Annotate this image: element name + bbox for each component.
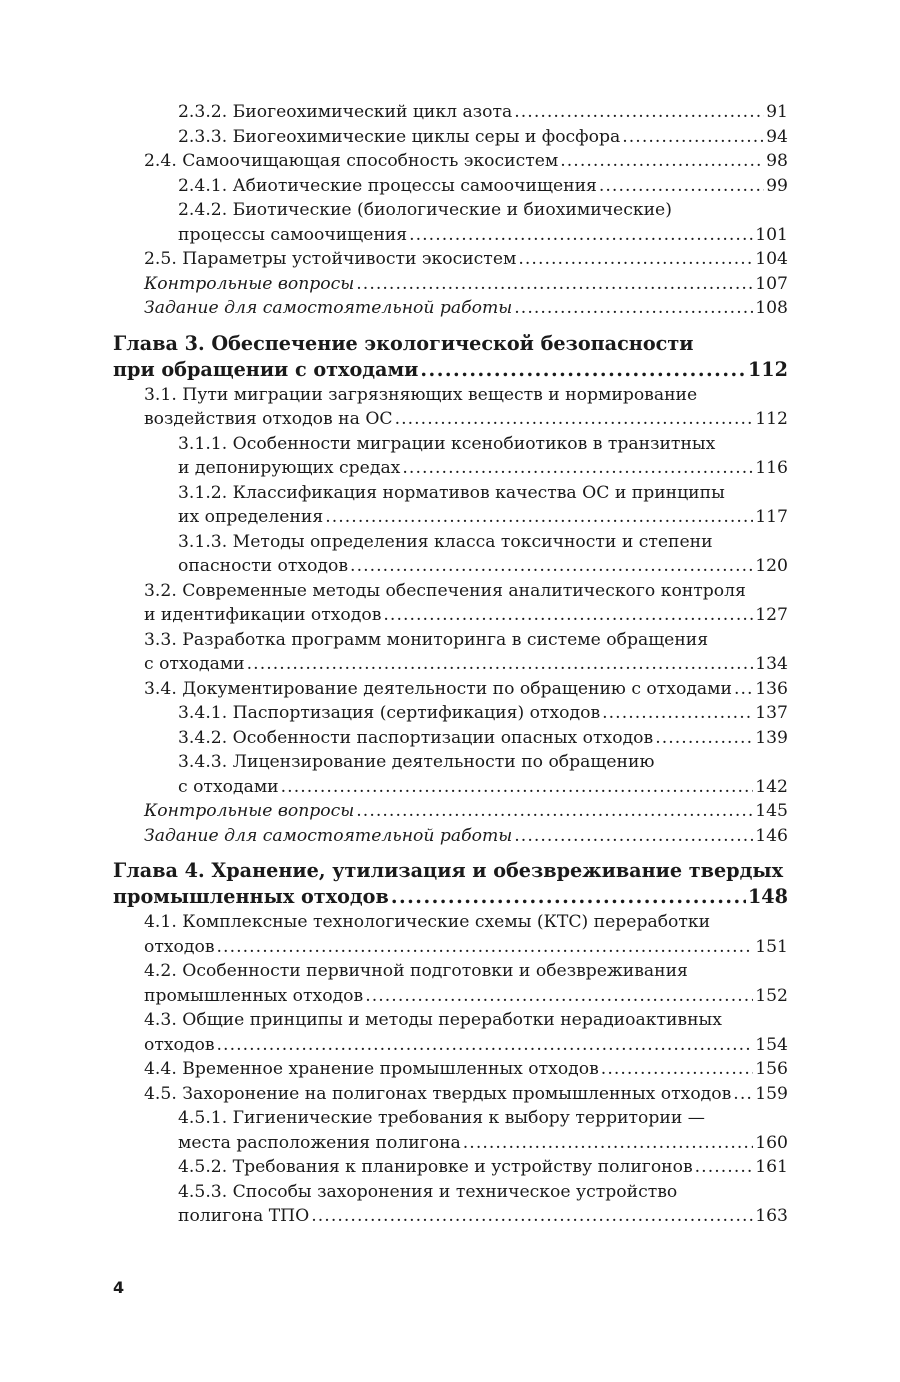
toc-entry-leader-row <box>144 799 788 824</box>
toc-entry-line: 3.3. Разработка программ мониторинга в системе обращения <box>144 629 709 650</box>
dot-leader <box>217 1033 754 1058</box>
toc-entry <box>113 198 788 247</box>
toc-entry-leader-row <box>178 1155 788 1180</box>
toc-page-number: 108 <box>755 298 788 318</box>
toc-entry-title: полигона ТПО <box>178 1206 310 1226</box>
dot-leader <box>514 100 764 125</box>
dot-leader <box>599 174 764 199</box>
toc-page-number: 112 <box>747 357 788 381</box>
toc-entry-line: 3.4.3. Лицензирование деятельности по обращению <box>178 752 655 772</box>
toc-entry-leader-row <box>144 652 788 677</box>
toc-entry-leader-row <box>144 603 788 628</box>
dot-leader <box>514 824 753 849</box>
toc-entry-line: 4.5.3. Способы захоронения и техническое устройство <box>178 1181 678 1202</box>
dot-leader <box>217 935 754 960</box>
toc-entry-title: промышленных отходов <box>144 985 364 1006</box>
toc-page-number: 152 <box>755 985 788 1006</box>
dot-leader <box>514 296 753 321</box>
dot-leader <box>325 505 753 530</box>
toc-entry-title: с отходами <box>178 776 279 797</box>
toc-entry-title: 2.4. Самоочищающая способность экосистем <box>144 151 559 171</box>
toc-entry-title: Задание для самостоятельной работы <box>144 825 513 846</box>
toc-entry <box>113 432 788 481</box>
toc-page-number: 151 <box>755 936 788 957</box>
dot-leader <box>560 149 764 174</box>
toc-entry-title: 4.5.2. Требования к планировке и устройству полигонов <box>178 1157 693 1177</box>
toc-chapter <box>113 331 788 383</box>
toc-entry-title: промышленных отходов <box>113 885 389 908</box>
dot-leader <box>601 1057 753 1082</box>
toc-entry <box>113 726 788 751</box>
toc-entry <box>113 677 788 702</box>
toc-page-number: 101 <box>755 224 788 245</box>
toc-entry-leader-row <box>144 824 788 849</box>
dot-leader <box>311 1204 753 1229</box>
toc-entry-leader-row <box>144 296 788 321</box>
toc-entry-title: с отходами <box>144 654 245 674</box>
toc-entry-title: 4.5. Захоронение на полигонах твердых промышленных отходов <box>144 1083 732 1104</box>
dot-leader <box>602 701 753 726</box>
toc-entry <box>113 701 788 726</box>
dot-leader <box>409 223 753 248</box>
toc-entry-title: Контрольные вопросы <box>144 801 355 821</box>
dot-leader <box>383 603 753 628</box>
toc-entry-line: 2.4.2. Биотические (биологические и биохимические) <box>178 200 672 220</box>
toc-entry-line: 3.2. Современные методы обеспечения аналитического контроля <box>144 580 746 601</box>
toc-entry-leader-row <box>178 554 788 579</box>
toc-entry-leader-row <box>144 677 788 702</box>
toc-entry <box>113 383 788 432</box>
toc-entry-title: при обращении с отходами <box>113 357 419 381</box>
toc-entry-leader-row <box>144 984 788 1009</box>
toc-entry-line: 3.1. Пути миграции загрязняющих веществ и нормирование <box>144 384 698 405</box>
toc-entry <box>113 1057 788 1082</box>
toc-entry-leader-row <box>178 174 788 199</box>
toc-entry-leader-row <box>178 100 788 125</box>
toc-entry-title: 2.5. Параметры устойчивости экосистем <box>144 249 517 269</box>
dot-leader <box>395 407 754 432</box>
toc-entry-title: Контрольные вопросы <box>144 273 355 294</box>
toc-entry-title: 4.4. Временное хранение промышленных отходов <box>144 1059 599 1079</box>
toc-entry <box>113 1008 788 1057</box>
toc-entry-line: 4.2. Особенности первичной подготовки и обезвреживания <box>144 961 688 981</box>
toc-entry-title: 3.4.1. Паспортизация (сертификация) отходов <box>178 703 601 723</box>
toc-page-number: 148 <box>747 885 788 908</box>
toc-page-number: 98 <box>766 151 788 171</box>
toc-page-number: 156 <box>755 1059 788 1079</box>
toc-entry-leader-row <box>178 1131 788 1156</box>
toc-entry <box>113 530 788 579</box>
dot-leader <box>733 1082 753 1107</box>
toc-entry-leader-row <box>178 1204 788 1229</box>
toc-entry-title: и депонирующих средах <box>178 458 401 478</box>
toc-entry-line: 4.5.1. Гигиенические требования к выбору территории — <box>178 1108 705 1128</box>
dot-leader <box>420 357 746 383</box>
toc-chapter <box>113 858 788 910</box>
toc-page-number: 159 <box>755 1083 788 1104</box>
toc-entry-line: 3.1.2. Классификация нормативов качества ОС и принципы <box>178 482 725 503</box>
toc-entry <box>113 750 788 799</box>
toc-entry-title: их определения <box>178 507 324 527</box>
toc-page-number: 112 <box>755 409 788 429</box>
toc-page-number: 91 <box>766 102 788 122</box>
toc-entry <box>113 1106 788 1155</box>
toc-entry <box>113 174 788 199</box>
dot-leader <box>655 726 753 751</box>
toc-entry-line: 3.1.1. Особенности миграции ксенобиотиков в транзитных <box>178 433 716 454</box>
dot-leader <box>247 652 754 677</box>
toc-page-number: 154 <box>755 1034 788 1055</box>
dot-leader <box>356 272 753 297</box>
toc-entry-leader-row <box>178 701 788 726</box>
toc-entry-leader-row <box>144 935 788 960</box>
toc-entry-line: 3.1.3. Методы определения класса токсичности и степени <box>178 531 713 552</box>
toc-entry-leader-row <box>178 223 788 248</box>
toc-page-number: 94 <box>766 126 788 147</box>
toc-entry <box>113 628 788 677</box>
toc-entry-leader-row <box>144 272 788 297</box>
toc-entry <box>113 799 788 824</box>
dot-leader <box>695 1155 754 1180</box>
toc-entry-leader-row <box>178 775 788 800</box>
dot-leader <box>734 677 753 702</box>
toc-entry <box>113 1082 788 1107</box>
dot-leader <box>622 125 764 150</box>
toc-entry <box>113 1180 788 1229</box>
toc-page-number: 99 <box>766 175 788 196</box>
toc-page-number: 134 <box>755 654 788 674</box>
toc-entry <box>113 910 788 959</box>
toc-entry-leader-row <box>144 1057 788 1082</box>
toc-entry-leader-row <box>144 149 788 174</box>
toc-entry <box>113 579 788 628</box>
page-number: 4 <box>113 1278 125 1297</box>
toc-entry-title: процессы самоочищения <box>178 224 408 245</box>
toc-entry <box>113 481 788 530</box>
table-of-contents <box>113 100 788 1229</box>
toc-entry <box>113 149 788 174</box>
toc-entry-title: воздействия отходов на ОС <box>144 409 393 429</box>
dot-leader <box>356 799 753 824</box>
toc-page-number: 117 <box>755 507 788 527</box>
dot-leader <box>518 247 753 272</box>
toc-entry-leader-row <box>113 884 788 910</box>
toc-entry-leader-row <box>144 407 788 432</box>
toc-entry-title: Задание для самостоятельной работы <box>144 298 513 318</box>
toc-page-number: 163 <box>755 1206 788 1226</box>
toc-entry-title: 2.3.3. Биогеохимические циклы серы и фосфора <box>178 126 621 147</box>
toc-entry <box>113 272 788 297</box>
dot-leader <box>350 554 753 579</box>
toc-entry <box>113 125 788 150</box>
toc-entry-leader-row <box>144 1033 788 1058</box>
toc-entry-title: отходов <box>144 936 215 957</box>
toc-entry-title: 2.3.2. Биогеохимический цикл азота <box>178 102 513 122</box>
toc-entry-title: места расположения полигона <box>178 1132 461 1153</box>
toc-page-number: 137 <box>755 703 788 723</box>
toc-entry-title: 3.4.2. Особенности паспортизации опасных отходов <box>178 727 654 748</box>
dot-leader <box>402 456 753 481</box>
toc-entry-leader-row <box>144 247 788 272</box>
toc-page-number: 136 <box>755 678 788 699</box>
toc-page-number: 127 <box>755 605 788 625</box>
dot-leader <box>463 1131 753 1156</box>
toc-page-number: 160 <box>755 1132 788 1153</box>
toc-entry-leader-row <box>178 456 788 481</box>
toc-entry-line: Глава 3. Обеспечение экологической безопасности <box>113 331 694 355</box>
toc-entry-title: отходов <box>144 1034 215 1055</box>
toc-page-number: 104 <box>755 249 788 269</box>
toc-entry <box>113 824 788 849</box>
toc-entry-leader-row <box>178 505 788 530</box>
toc-entry-title: 2.4.1. Абиотические процессы самоочищения <box>178 175 597 196</box>
toc-page-number: 116 <box>755 458 788 478</box>
toc-entry-line: Глава 4. Хранение, утилизация и обезвреживание твердых <box>113 859 784 882</box>
toc-entry-leader-row <box>144 1082 788 1107</box>
toc-page-number: 145 <box>755 801 788 821</box>
toc-entry <box>113 247 788 272</box>
dot-leader <box>391 884 746 910</box>
toc-entry-leader-row <box>178 726 788 751</box>
toc-entry-leader-row <box>113 357 788 383</box>
toc-page-number: 107 <box>755 273 788 294</box>
toc-entry-title: 3.4. Документирование деятельности по обращению с отходами <box>144 678 732 699</box>
dot-leader <box>365 984 753 1009</box>
toc-entry-line: 4.1. Комплексные технологические схемы (КТС) переработки <box>144 912 711 932</box>
toc-entry-line: 4.3. Общие принципы и методы переработки нерадиоактивных <box>144 1010 722 1030</box>
toc-entry <box>113 296 788 321</box>
toc-page-number: 161 <box>755 1157 788 1177</box>
dot-leader <box>281 775 754 800</box>
toc-entry-title: опасности отходов <box>178 556 349 576</box>
toc-page-number: 142 <box>755 776 788 797</box>
toc-entry <box>113 959 788 1008</box>
toc-entry <box>113 100 788 125</box>
toc-entry-leader-row <box>178 125 788 150</box>
toc-page-number: 146 <box>755 825 788 846</box>
toc-page-number: 139 <box>755 727 788 748</box>
toc-entry <box>113 1155 788 1180</box>
toc-entry-title: и идентификации отходов <box>144 605 382 625</box>
toc-page-number: 120 <box>755 556 788 576</box>
